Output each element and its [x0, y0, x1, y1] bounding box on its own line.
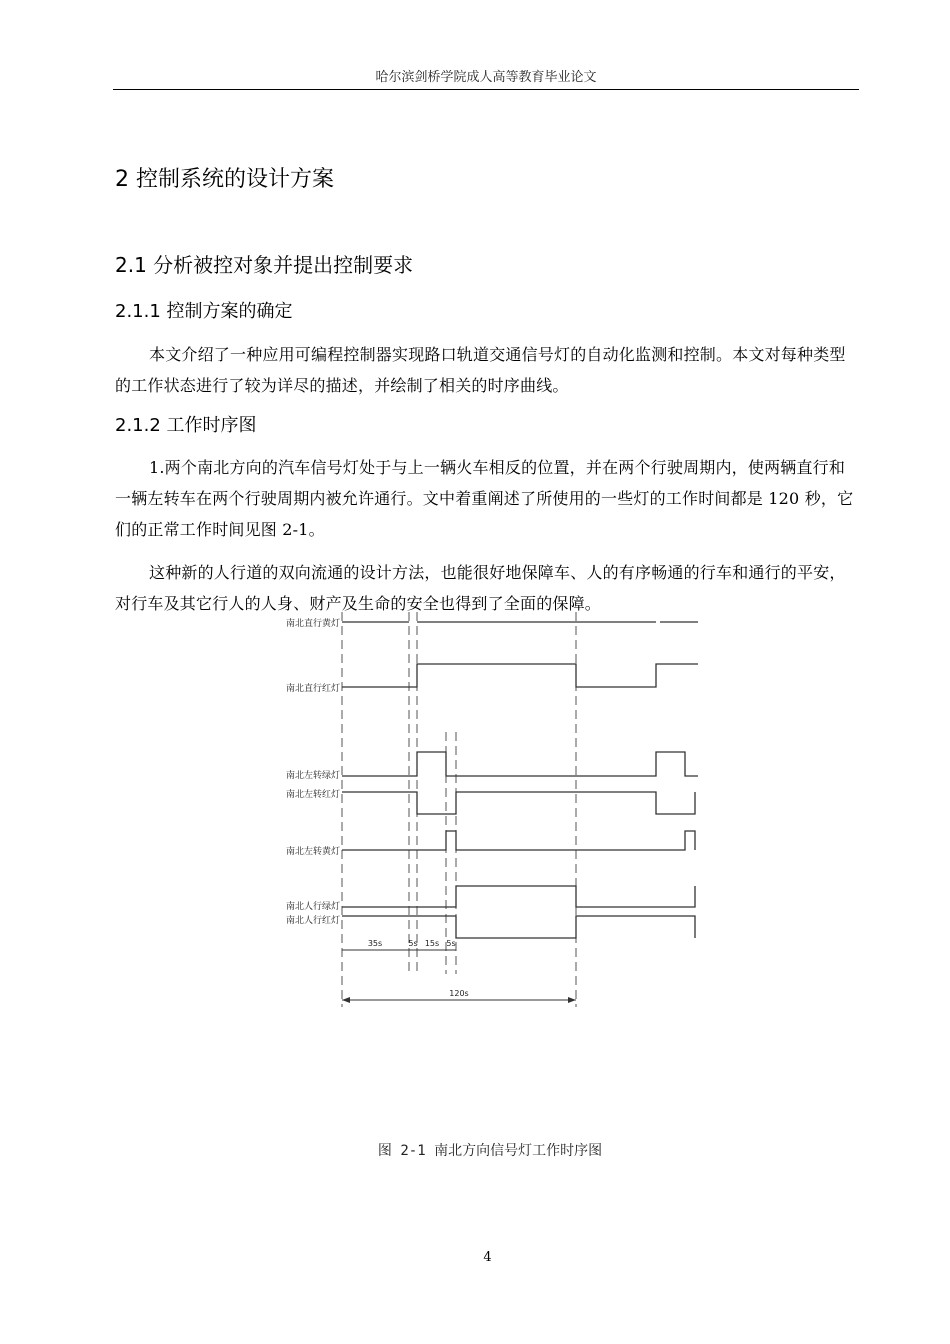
- waveform-straight-red: [342, 664, 698, 687]
- waveform-ped-green: [342, 886, 695, 907]
- duration-label-35s: 35s: [367, 939, 383, 948]
- subsection-title-2-1-2: 2.1.2 工作时序图: [115, 415, 257, 436]
- header-rule: [113, 89, 859, 90]
- waveform-left-green: [342, 752, 698, 776]
- signal-label-ped-red: 南北人行红灯: [285, 916, 340, 926]
- paragraph-timing-2: 这种新的人行道的双向流通的设计方法，也能很好地保障车、人的有序畅通的行车和通行的平安，对行车及其它行人的人身、财产及生命的安全也得到了全面的保障。: [115, 563, 846, 613]
- signal-label-left-yellow: 南北左转黄灯: [285, 847, 340, 857]
- timing-diagram: [270, 602, 710, 1022]
- signal-label-straight-red: 南北直行红灯: [285, 684, 340, 694]
- duration-label-5s-a: 5s: [408, 939, 418, 948]
- signal-label-ped-green: 南北人行绿灯: [285, 902, 340, 912]
- arrow-total-right: [568, 997, 576, 1003]
- waveform-left-red: [342, 792, 695, 814]
- duration-label-15s: 15s: [424, 939, 440, 948]
- duration-label-5s-b: 5s: [446, 939, 456, 948]
- subsection-title-2-1-1: 2.1.1 控制方案的确定: [115, 301, 293, 322]
- chapter-title: 2 控制系统的设计方案: [115, 167, 334, 192]
- paragraph-control-scheme: 本文介绍了一种应用可编程控制器实现路口轨道交通信号灯的自动化监测和控制。本文对每种类型的工作状态进行了较为详尽的描述，并绘制了相关的时序曲线。: [115, 345, 846, 395]
- signal-label-straight-yellow: 南北直行黄灯: [285, 619, 340, 629]
- paragraph-timing-1: 1.两个南北方向的汽车信号灯处于与上一辆火车相反的位置，并在两个行驶周期内，使两辆直行和一辆左转车在两个行驶周期内被允许通行。文中着重阐述了所使用的一些灯的工作时间都是 120 秒，它们的正常工作时间见图 2-1。: [115, 458, 854, 539]
- waveform-left-yellow: [342, 831, 695, 850]
- page-number: 4: [483, 1250, 492, 1265]
- signal-label-left-red: 南北左转红灯: [285, 790, 340, 800]
- section-title: 2.1 分析被控对象并提出控制要求: [115, 253, 414, 277]
- signal-label-left-green: 南北左转绿灯: [285, 771, 340, 781]
- figure-caption: 图 2-1 南北方向信号灯工作时序图: [377, 1143, 603, 1159]
- page-header: 哈尔滨剑桥学院成人高等教育毕业论文: [375, 70, 597, 85]
- arrow-total-left: [342, 997, 350, 1003]
- waveform-ped-red: [342, 916, 695, 938]
- duration-label-total: 120s: [449, 989, 469, 998]
